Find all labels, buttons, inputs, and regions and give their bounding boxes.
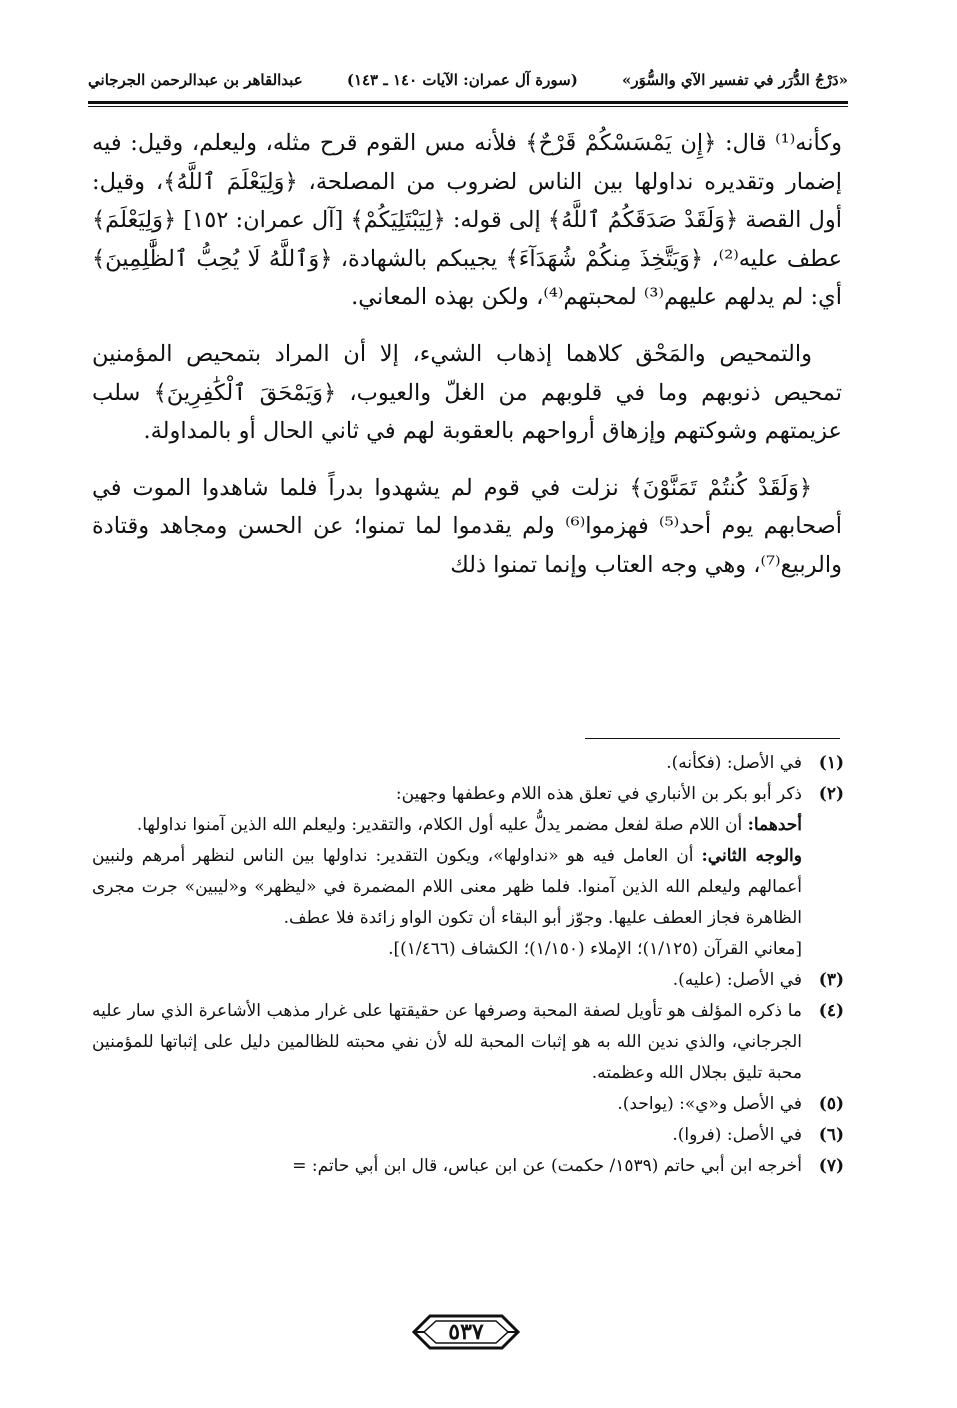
footnote-text: في الأصل: (فروا). [672,1125,802,1145]
footnote-7 [92,1151,844,1182]
footnote-number: (٦) [818,1125,844,1145]
footnote-1 [92,748,844,779]
surah-info: (سورة آل عمران: الآيات ١٤٠ ـ ١٤٣) [346,71,578,89]
author-name: عبدالقاهر بن عبدالرحمن الجرجاني [88,71,303,89]
footnote-2-references: [معاني القرآن (١/١٢٥)؛ الإملاء (١/١٥٠)؛ الكشاف (١/٤٦٦)]. [388,939,802,959]
paragraph-3: ﴿وَلَقَدْ كُنتُمْ تَمَنَّوْنَ﴾ نزلت في قوم لم يشهدوا بدراً فلما شاهدوا الموت في أصحابهم يوم أحد⁽⁵⁾ فهزموا⁽⁶⁾ ولم يقدموا لما تمنوا؛ عن الحسن ومجاهد وقتادة والربيع⁽⁷⁾، وهي وجه العتاب وإنما تمنوا ذلك [92,474,842,578]
footnote-3 [92,965,844,996]
footnote-2-second-aspect [92,841,844,934]
footnote-number: (٢) [818,784,844,804]
footnote-2-first-aspect [92,810,844,841]
footnote-text: في الأصل: (فكأنه). [666,753,802,773]
footnote-text: ذكر أبو بكر بن الأنباري في تعلق هذه اللام وعطفها وجهين: [395,784,802,804]
footnote-number: (١) [818,753,844,773]
footnote-text: في الأصل و«ي»: (يواحد). [617,1094,802,1114]
main-text [92,124,842,603]
paragraph-2: والتمحيص والمَحْق كلاهما إذهاب الشيء، إلا أن المراد بتمحيص المؤمنين تمحيص ذنوبهم وما في قلوبهم من الغلّ والعيوب، ﴿وَيَمْحَقَ ٱلْكَٰفِرِينَ﴾ سلب عزيمتهم وشوكتهم وإزهاق أرواحهم بالعقوبة لهم في ثاني الحال أو بالمداولة. [92,340,842,445]
paragraph-1: وكأنه⁽¹⁾ قال: ﴿إِن يَمْسَسْكُمْ قَرْحٌ﴾ فلأنه مس القوم قرح مثله، وليعلم، وقيل: فيه إضمار وتقديره نداولها بين الناس لضروب من المصلحة، ﴿وَلِيَعْلَمَ ٱللَّهُ﴾، وقيل: أول القصة ﴿وَلَقَدْ صَدَقَكُمُ ٱللَّهُ﴾ إلى قوله: ﴿لِيَبْتَلِيَكُمْ﴾ [آل عمران: ١٥٢] ﴿وَلِيَعْلَمَ﴾ عطف عليه⁽²⁾، ﴿وَيَتَّخِذَ مِنكُمْ شُهَدَآءَ﴾ يجيبكم بالشهادة، ﴿وَٱللَّهُ لَا يُحِبُّ ٱلظَّٰلِمِينَ﴾ أي: لم يدلهم عليهم⁽³⁾ لمحبتهم⁽⁴⁾، ولكن بهذه المعاني. [92,130,843,311]
aspect-text: أن العامل فيه هو «نداولها»، ويكون التقدير: نداولها بين الناس لنظهر أمرهم ولنبين أعمالهم وليعلم الله الذين آمنوا. فلما ظهر معنى اللام المضمرة في «ليظهر» و«ليبين» جرت مجرى الظاهرة فجاز العطف عليها. وجوّز أبو البقاء أن تكون الواو زائدة فلا عطف. [92,846,802,928]
aspect-label: والوجه الثاني: [701,846,802,866]
page-number-ornament [410,1312,522,1352]
aspect-label: أحدهما: [747,815,802,835]
footnote-4 [92,996,844,1089]
aspect-text: أن اللام صلة لفعل مضمر يدلُّ عليه أول الكلام، والتقدير: وليعلم الله الذين آمنوا نداولها. [136,815,748,835]
header-rule-thin [88,106,848,107]
header-rule [88,101,848,104]
footnote-number: (٧) [818,1156,844,1176]
footnote-6 [92,1120,844,1151]
footnote-separator [585,738,840,739]
footnote-5 [92,1089,844,1120]
running-header [88,58,848,102]
footnote-text: ما ذكره المؤلف هو تأويل لصفة المحبة وصرفها عن حقيقتها على غرار مذهب الأشاعرة الذي سار عليه الجرجاني، والذي ندين الله به هو إثبات المحبة لله لأن نفي محبته للظالمين دليل على إثباتها للمؤمنين محبة تليق بجلال الله وعظمته. [92,1001,802,1083]
footnote-number: (٥) [818,1094,844,1114]
footnote-number: (٤) [818,1001,844,1021]
footnote-number: (٣) [818,970,844,990]
page-number: ٥٣٧ [448,1319,484,1345]
footnote-text: في الأصل: (عليه). [672,970,802,990]
footnotes [92,748,844,1182]
footnote-2 [92,779,844,810]
book-title: «دَرْجُ الدُّرَر في تفسير الآي والسُّوَر» [621,71,848,89]
footnote-text: أخرجه ابن أبي حاتم (١٥٣٩/ حكمت) عن ابن عباس، قال ابن أبي حاتم: = [292,1156,802,1176]
